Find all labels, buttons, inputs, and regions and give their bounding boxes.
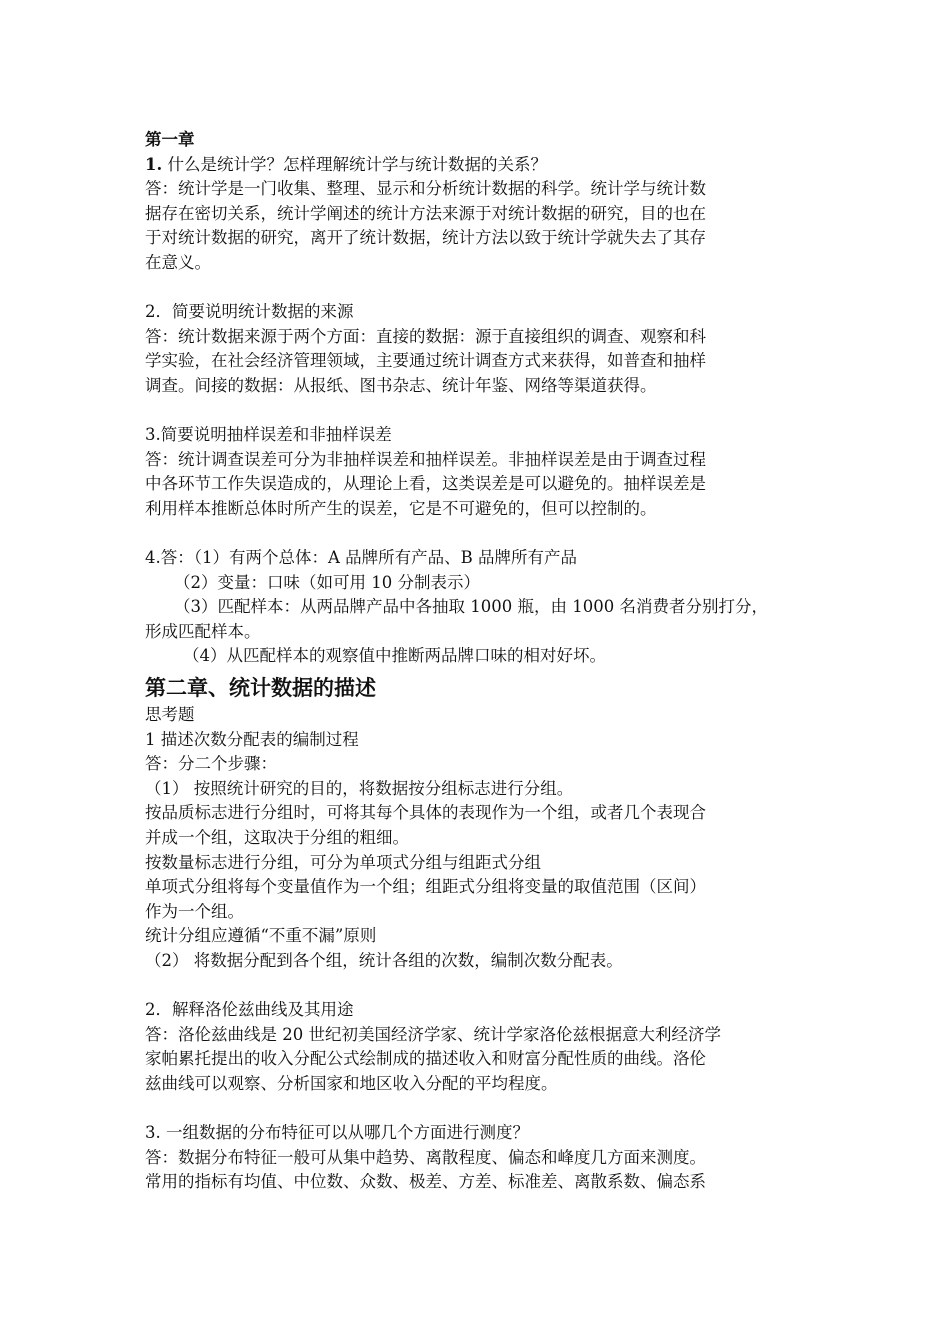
paragraph-gap bbox=[145, 522, 845, 547]
ch2-question-1: 1 描述次数分配表的编制过程 bbox=[145, 729, 359, 749]
ch2-question-2: 2．解释洛伦兹曲线及其用途 bbox=[145, 1000, 354, 1020]
question-1 bbox=[145, 153, 845, 178]
answer-4-line: （3）匹配样本：从两品牌产品中各抽取 1000 瓶，由 1000 名消费者分别打分， bbox=[174, 597, 768, 617]
ch2-answer-2-line: 家帕累托提出的收入分配公式绘制成的描述收入和财富分配性质的曲线。洛伦 bbox=[145, 1049, 706, 1069]
ch2-answer-1-line: 统计分组应遵循“不重不漏”原则 bbox=[145, 926, 377, 946]
paragraph-gap bbox=[145, 276, 845, 301]
question-3: 3.简要说明抽样误差和非抽样误差 bbox=[145, 425, 392, 445]
ch2-question-3: 3. 一组数据的分布特征可以从哪几个方面进行测度？ bbox=[145, 1123, 529, 1143]
ch2-answer-1-line: 按品质标志进行分组时，可将其每个具体的表现作为一个组，或者几个表现合 bbox=[145, 803, 706, 823]
document-page bbox=[145, 128, 845, 1195]
answer-2-line: 学实验，在社会经济管理领域，主要通过统计调查方式来获得，如普查和抽样 bbox=[145, 351, 706, 371]
paragraph-gap bbox=[145, 1097, 845, 1122]
chapter1-title: 第一章 bbox=[145, 130, 195, 149]
question-1-number: 1. bbox=[145, 154, 163, 174]
answer-2-line: 答：统计数据来源于两个方面：直接的数据：源于直接组织的调查、观察和科 bbox=[145, 326, 706, 346]
answer-4-line: （2）变量：口味（如可用 10 分制表示） bbox=[174, 572, 480, 592]
chapter2-title: 第二章、统计数据的描述 bbox=[145, 676, 376, 701]
paragraph-gap bbox=[145, 974, 845, 999]
ch2-answer-2-line: 兹曲线可以观察、分析国家和地区收入分配的平均程度。 bbox=[145, 1073, 558, 1093]
ch2-answer-1-line: （2） 将数据分配到各个组，统计各组的次数，编制次数分配表。 bbox=[145, 951, 623, 970]
ch2-answer-1-line: 作为一个组。 bbox=[145, 901, 244, 921]
answer-1-line: 答：统计学是一门收集、整理、显示和分析统计数据的科学。统计学与统计数 bbox=[145, 179, 706, 199]
question-2: 2．简要说明统计数据的来源 bbox=[145, 302, 354, 322]
ch2-answer-2-line: 答：洛伦兹曲线是 20 世纪初美国经济学家、统计学家洛伦兹根据意大利经济学 bbox=[145, 1024, 721, 1044]
chapter2-subtitle: 思考题 bbox=[145, 705, 195, 725]
ch2-answer-1-line: （1） 按照统计研究的目的，将数据按分组标志进行分组。 bbox=[145, 778, 574, 798]
answer-3-line: 答：统计调查误差可分为非抽样误差和抽样误差。非抽样误差是由于调查过程 bbox=[145, 449, 706, 469]
ch2-answer-1-line: 答：分二个步骤： bbox=[145, 754, 277, 774]
paragraph-gap bbox=[145, 399, 845, 424]
answer-3-line: 中各环节工作失误造成的，从理论上看，这类误差是可以避免的。抽样误差是 bbox=[145, 474, 706, 494]
ch2-answer-1-line: 按数量标志进行分组，可分为单项式分组与组距式分组 bbox=[145, 852, 541, 872]
answer-1-line: 据存在密切关系，统计学阐述的统计方法来源于对统计数据的研究，目的也在 bbox=[145, 203, 706, 223]
answer-4-line: 4.答：（1）有两个总体：A 品牌所有产品、B 品牌所有产品 bbox=[145, 548, 578, 568]
answer-3-line: 利用样本推断总体时所产生的误差，它是不可避免的，但可以控制的。 bbox=[145, 498, 657, 518]
ch2-answer-1-line: 单项式分组将每个变量值作为一个组；组距式分组将变量的取值范围（区间） bbox=[145, 877, 706, 897]
answer-1-line: 在意义。 bbox=[145, 252, 211, 272]
ch2-answer-3-line: 常用的指标有均值、中位数、众数、极差、方差、标准差、离散系数、偏态系 bbox=[145, 1172, 706, 1192]
answer-2-line: 调查。间接的数据：从报纸、图书杂志、统计年鉴、网络等渠道获得。 bbox=[145, 375, 657, 395]
question-1-text: 什么是统计学？怎样理解统计学与统计数据的关系？ bbox=[167, 154, 547, 174]
answer-4-line: （4）从匹配样本的观察值中推断两品牌口味的相对好坏。 bbox=[183, 646, 606, 666]
answer-4-line: 形成匹配样本。 bbox=[145, 621, 261, 641]
ch2-answer-3-line: 答：数据分布特征一般可从集中趋势、离散程度、偏态和峰度几方面来测度。 bbox=[145, 1147, 706, 1167]
answer-1-line: 于对统计数据的研究，离开了统计数据，统计方法以致于统计学就失去了其存 bbox=[145, 228, 706, 248]
ch2-answer-1-line: 并成一个组，这取决于分组的粗细。 bbox=[145, 828, 409, 848]
